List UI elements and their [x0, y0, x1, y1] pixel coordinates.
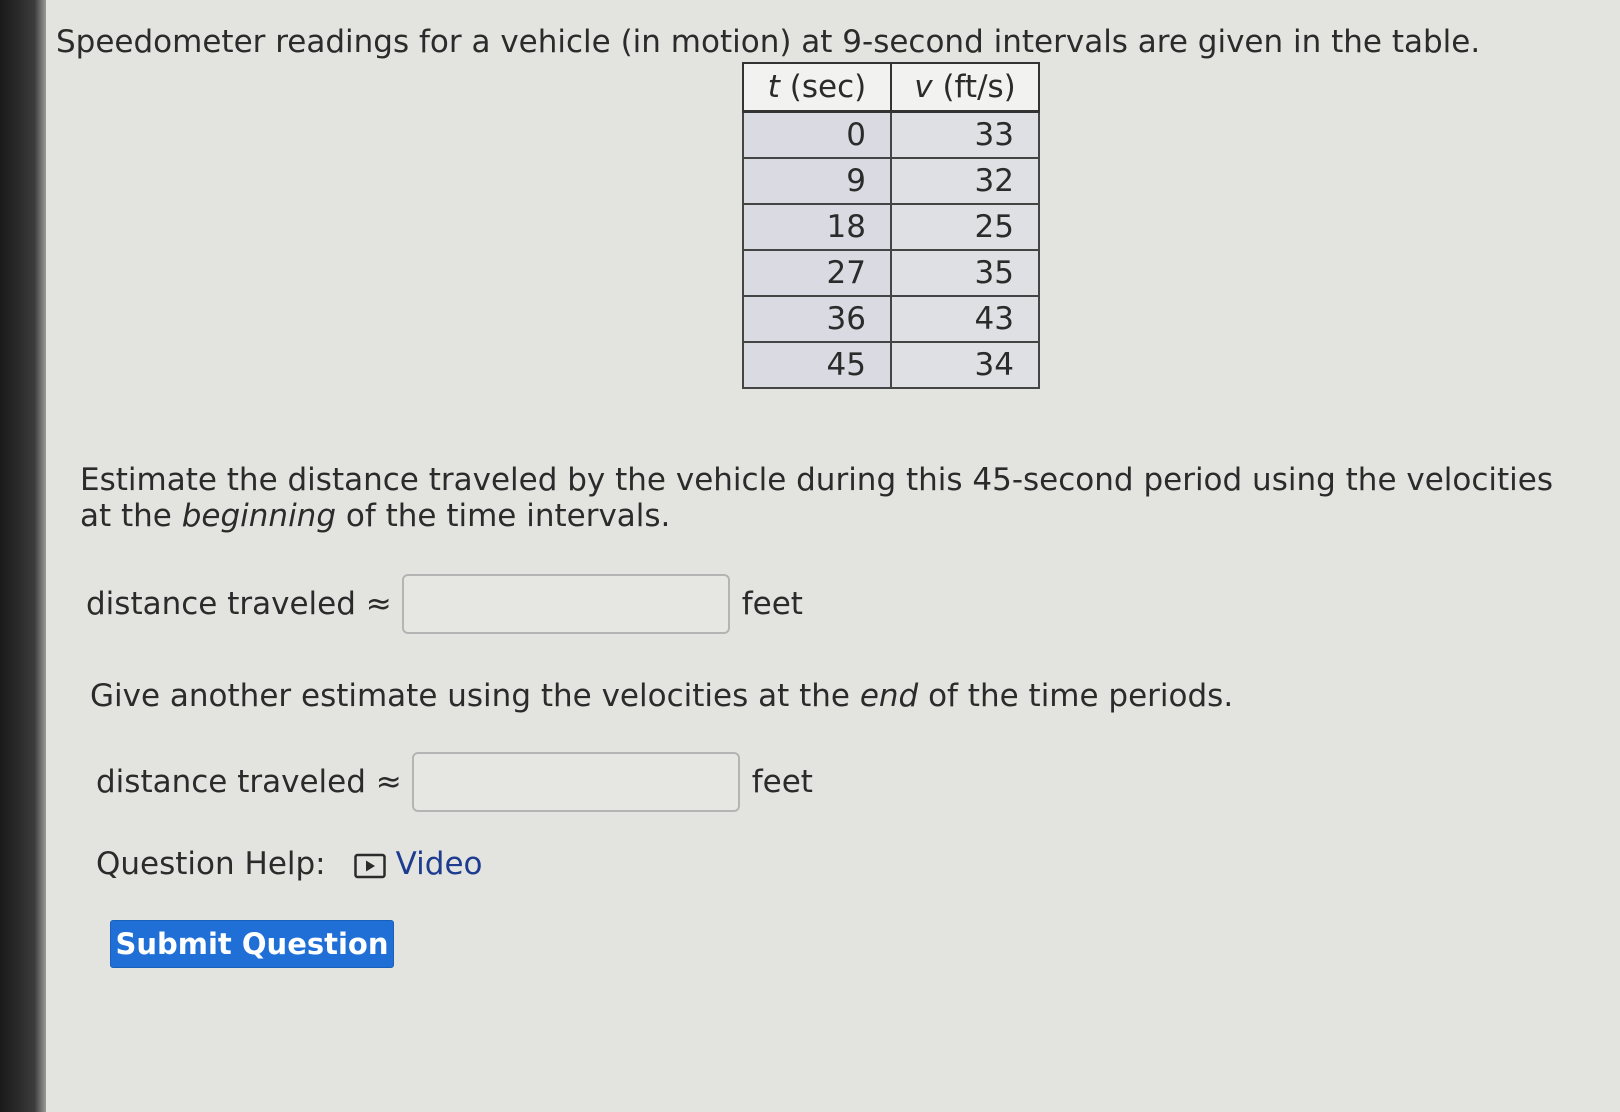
cell-time: 0	[743, 112, 891, 159]
question-help	[96, 846, 482, 882]
table-row	[743, 158, 1039, 204]
part1-answer-row	[86, 574, 803, 634]
header-velocity-var: v	[914, 69, 933, 105]
table-row	[743, 342, 1039, 388]
part2-text-before: Give another estimate using the velocities at the	[90, 678, 860, 714]
part2-prompt	[90, 678, 1233, 714]
cell-velocity: 33	[891, 112, 1039, 159]
speedometer-table	[742, 62, 1040, 389]
header-time	[743, 63, 891, 112]
part1-text-before: Estimate the distance traveled by the vehicle during this 45-second period using the velocities at the	[80, 462, 1554, 534]
part1-answer-label: distance traveled ≈	[86, 586, 392, 622]
video-help-link[interactable]	[354, 846, 483, 882]
cell-time: 45	[743, 342, 891, 388]
question-help-label: Question Help:	[96, 846, 326, 882]
question-intro: Speedometer readings for a vehicle (in motion) at 9-second intervals are given in the table.	[56, 24, 1481, 60]
cell-velocity: 32	[891, 158, 1039, 204]
part2-unit: feet	[751, 764, 813, 800]
header-velocity-unit: (ft/s)	[932, 69, 1016, 105]
part1-text-after: of the time intervals.	[336, 498, 671, 534]
cell-velocity: 25	[891, 204, 1039, 250]
part1-emphasis: beginning	[181, 498, 337, 534]
cell-velocity: 34	[891, 342, 1039, 388]
table-row	[743, 250, 1039, 296]
cell-velocity: 43	[891, 296, 1039, 342]
header-time-var: t	[767, 69, 780, 105]
part2-text-after: of the time periods.	[918, 678, 1234, 714]
cell-velocity: 35	[891, 250, 1039, 296]
cell-time: 9	[743, 158, 891, 204]
header-velocity	[891, 63, 1039, 112]
video-link-label[interactable]: Video	[395, 846, 483, 882]
cell-time: 27	[743, 250, 891, 296]
part2-answer-row	[96, 752, 813, 812]
header-time-unit: (sec)	[779, 69, 867, 105]
part2-emphasis: end	[859, 678, 919, 714]
part2-distance-input[interactable]	[412, 752, 740, 812]
play-box-icon	[354, 851, 386, 877]
cell-time: 36	[743, 296, 891, 342]
part1-distance-input[interactable]	[402, 574, 730, 634]
table-header-row	[743, 63, 1039, 112]
table-row	[743, 296, 1039, 342]
part1-unit: feet	[741, 586, 803, 622]
submit-question-button[interactable]: Submit Question	[110, 920, 394, 968]
part1-prompt	[80, 462, 1590, 534]
cell-time: 18	[743, 204, 891, 250]
table-row	[743, 204, 1039, 250]
table-row	[743, 112, 1039, 159]
part2-answer-label: distance traveled ≈	[96, 764, 402, 800]
